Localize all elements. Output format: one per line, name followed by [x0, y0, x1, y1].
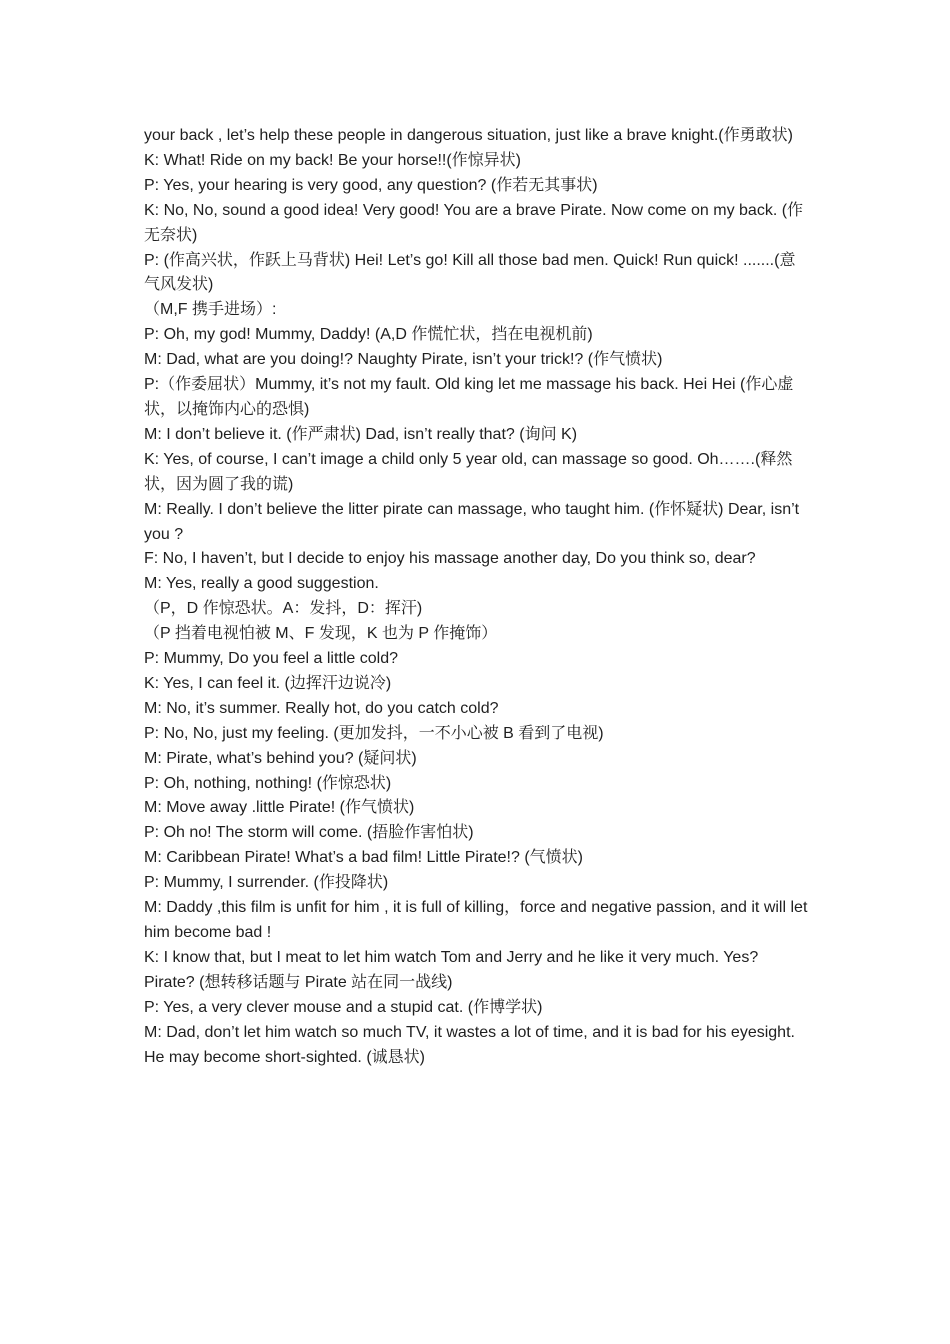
dialogue-line: F: No, I haven’t, but I decide to enjoy his massage another day, Do you think so, dear? — [144, 550, 756, 568]
dialogue-line: P: Mummy, I surrender. (作投降状) — [144, 874, 389, 892]
dialogue-line: P: Oh no! The storm will come. (捂脸作害怕状) — [144, 824, 474, 842]
dialogue-line: M: Dad, what are you doing!? Naughty Pirate, isn’t your trick!? (作气愤状) — [144, 351, 663, 369]
dialogue-line: P:（作委屈状）Mummy, it’s not my fault. Old king let me massage his back. Hei Hei (作心虚状，以掩饰内心的恐惧) — [144, 376, 794, 418]
dialogue-line: P: Mummy, Do you feel a little cold? — [144, 650, 399, 668]
dialogue-line: M: Dad, don’t let him watch so much TV, it wastes a lot of time, and it is bad for his eyesight. He may become short-sighted. (诚恳状) — [144, 1023, 800, 1066]
dialogue-line: K: Yes, of course, I can’t image a child only 5 year old, can massage so good. Oh…….(释然状，因为圆了我的谎) — [144, 450, 793, 493]
dialogue-line: your back , let’s help these people in dangerous situation, just like a brave knight.(作勇敢状) — [144, 127, 793, 144]
dialogue-line: M: Move away .little Pirate! (作气愤状) — [144, 799, 415, 817]
dialogue-line: K: I know that, but I meat to let him watch Tom and Jerry and he like it very much. Yes? Pirate? (想转移话题与 Pirate 站在同一战线) — [144, 948, 763, 991]
dialogue-line: M: Really. I don’t believe the litter pirate can massage, who taught him. (作怀疑状) Dear, isn’t you ? — [144, 500, 804, 543]
dialogue-line: M: Pirate, what’s behind you? (疑问状) — [144, 749, 417, 767]
dialogue-line: P: Yes, your hearing is very good, any question? (作若无其事状) — [144, 176, 598, 194]
dialogue-line: P: Yes, a very clever mouse and a stupid cat. (作博学状) — [144, 998, 543, 1016]
dialogue-line: K: No, No, sound a good idea! Very good! You are a brave Pirate. Now come on my back. (作无奈状) — [144, 201, 804, 244]
dialogue-line: P: Oh, nothing, nothing! (作惊恐状) — [144, 774, 392, 792]
dialogue-line: P: No, No, just my feeling. (更加发抖，一不小心被 B 看到了电视) — [144, 724, 604, 742]
dialogue-line: K: What! Ride on my back! Be your horse!!(作惊异状) — [144, 151, 522, 169]
stage-direction: （M,F 携手进场）: — [144, 301, 277, 319]
stage-direction: （P 挡着电视怕被 M、F 发现，K 也为 P 作掩饰） — [144, 625, 498, 643]
dialogue-line: K: Yes, I can feel it. (边挥汗边说冷) — [144, 674, 392, 692]
dialogue-line: M: Yes, really a good suggestion. — [144, 575, 379, 593]
script-dialogue-text — [144, 124, 812, 1070]
dialogue-line: M: No, it’s summer. Really hot, do you catch cold? — [144, 699, 499, 717]
dialogue-line: P: (作高兴状，作跃上马背状) Hei! Let’s go! Kill all those bad men. Quick! Run quick! .......(意气风发状) — [144, 251, 796, 294]
dialogue-line: P: Oh, my god! Mummy, Daddy! (A,D 作慌忙状，挡在电视机前) — [144, 326, 593, 344]
dialogue-line: M: Caribbean Pirate! What’s a bad film! Little Pirate!? (气愤状) — [144, 849, 583, 867]
dialogue-line: M: Daddy ,this film is unfit for him , it is full of killing，force and negative passion, and it will let him become bad ! — [144, 899, 812, 941]
stage-direction: （P，D 作惊恐状。A：发抖，D：挥汗) — [144, 600, 423, 618]
dialogue-line: M: I don’t believe it. (作严肃状) Dad, isn’t really that? (询问 K) — [144, 425, 578, 443]
